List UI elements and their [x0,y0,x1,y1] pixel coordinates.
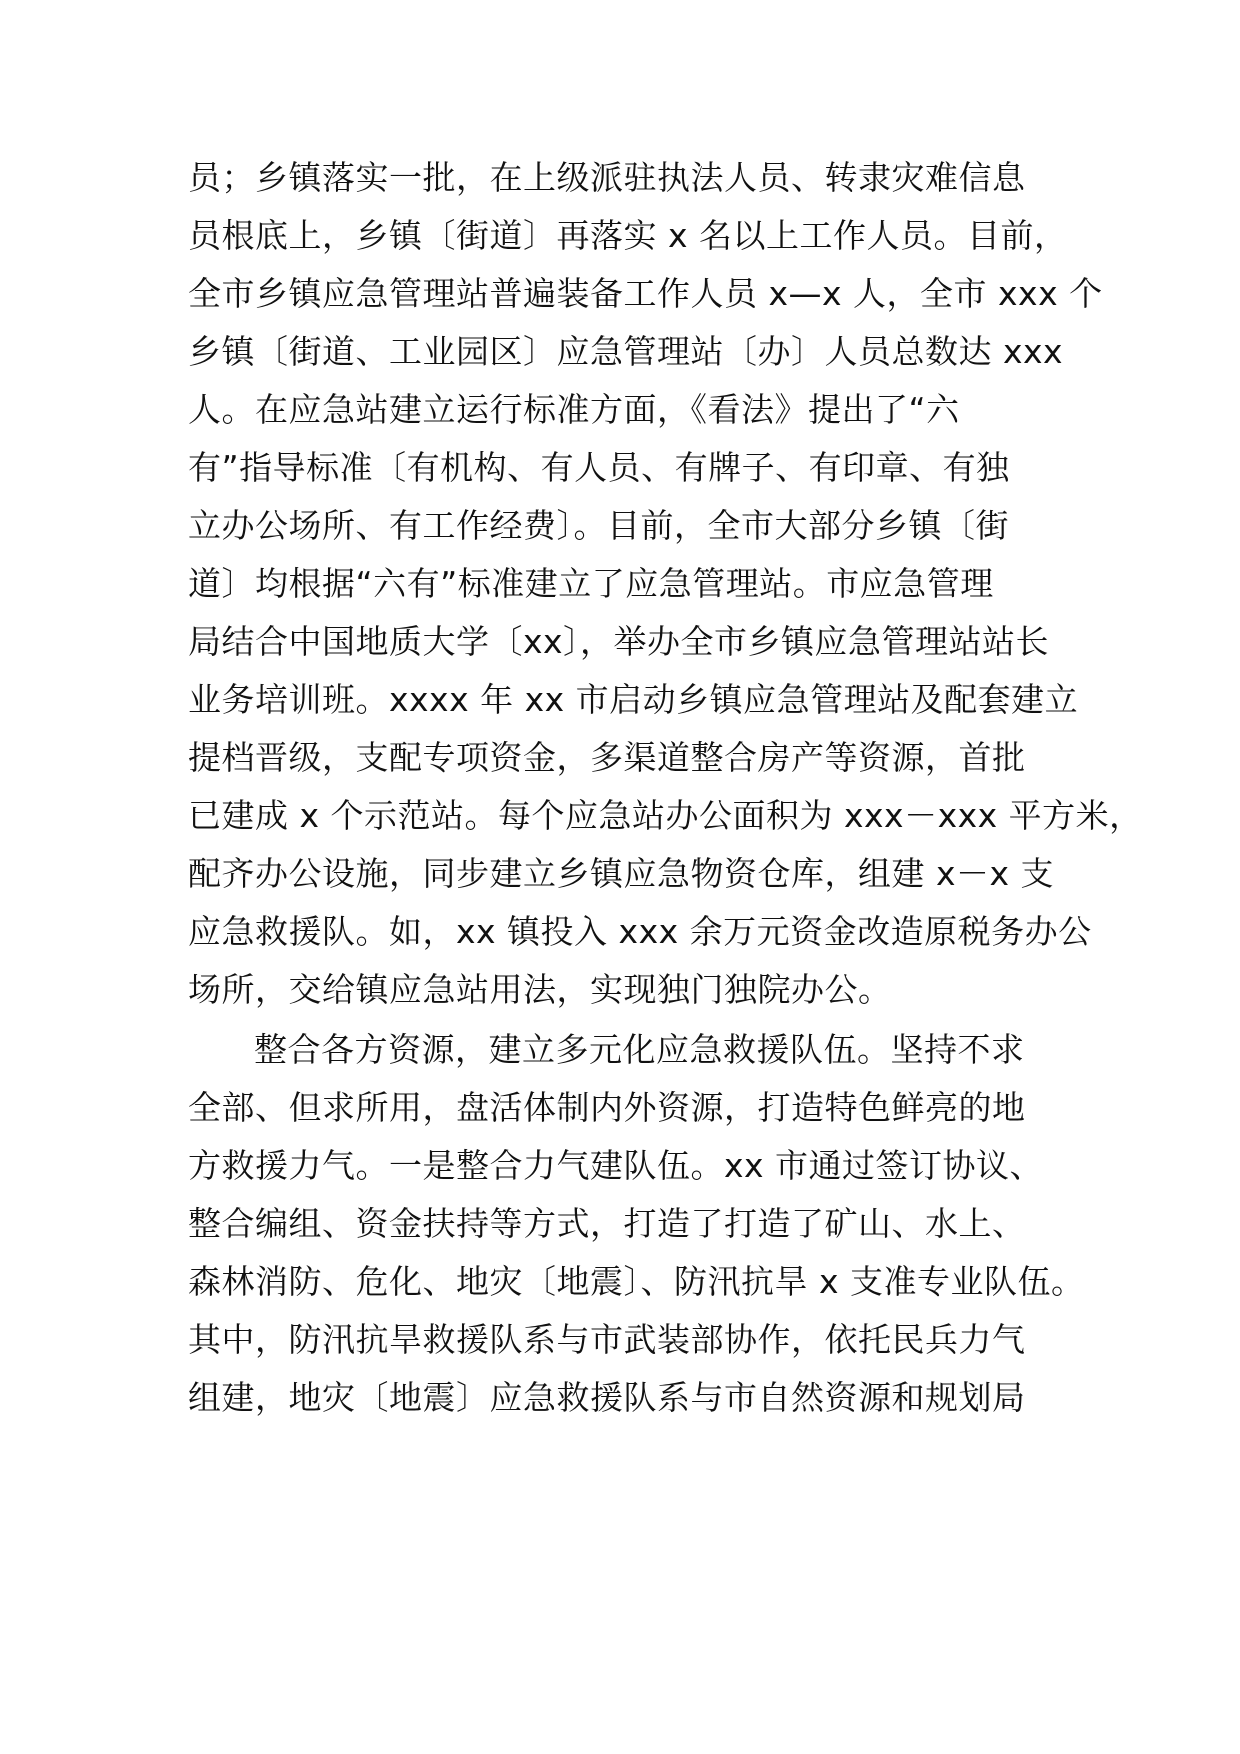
text-line: 整合编组、资金扶持等方式，打造了打造了矿山、水上、 [188,1204,1026,1243]
text-line: 方救援力气。一是整合力气建队伍。xx 市通过签订协议、 [188,1146,1044,1185]
text-line: 员根底上，乡镇〔街道〕再落实 x 名以上工作人员。目前， [188,216,1068,255]
text-line: 道〕均根据“六有”标准建立了应急管理站。市应急管理 [188,564,994,603]
text-line: 组建，地灾〔地震〕应急救援队系与市自然资源和规划局 [188,1378,1026,1417]
text-line: 有”指导标准〔有机构、有人员、有牌子、有印章、有独 [188,448,1010,487]
text-line: 业务培训班。xxxx 年 xx 市启动乡镇应急管理站及配套建立 [188,680,1079,719]
text-line: 其中，防汛抗旱救援队系与市武装部协作，依托民兵力气 [188,1320,1026,1359]
text-line: 森林消防、危化、地灾〔地震〕、防汛抗旱 x 支准专业队伍。 [188,1262,1085,1301]
text-line: 场所，交给镇应急站用法，实现独门独院办公。 [188,970,892,1009]
text-line: 配齐办公设施，同步建立乡镇应急物资仓库，组建 x－x 支 [188,854,1055,893]
text-line: 全部、但求所用，盘活体制内外资源，打造特色鲜亮的地 [188,1088,1026,1127]
text-line: 人。在应急站建立运行标准方面，《看法》提出了“六 [188,390,960,429]
text-line: 已建成 x 个示范站。每个应急站办公面积为 xxx－xxx 平方米， [188,796,1143,835]
text-line: 立办公场所、有工作经费〕。目前，全市大部分乡镇〔街 [188,506,1009,545]
text-line: 提档晋级，支配专项资金，多渠道整合房产等资源，首批 [188,738,1026,777]
text-line: 应急救援队。如，xx 镇投入 xxx 余万元资金改造原税务办公 [188,912,1092,951]
text-line: 全市乡镇应急管理站普遍装备工作人员 x—x 人，全市 xxx 个 [188,274,1103,313]
paragraph-heading-line: 整合各方资源，建立多元化应急救援队伍。坚持不求 [254,1030,1025,1069]
text-line: 乡镇〔街道、工业园区〕应急管理站〔办〕人员总数达 xxx [188,332,1064,371]
text-line: 局结合中国地质大学〔xx〕，举办全市乡镇应急管理站站长 [188,622,1050,661]
text-line: 员；乡镇落实一批，在上级派驻执法人员、转隶灾难信息 [188,158,1026,197]
